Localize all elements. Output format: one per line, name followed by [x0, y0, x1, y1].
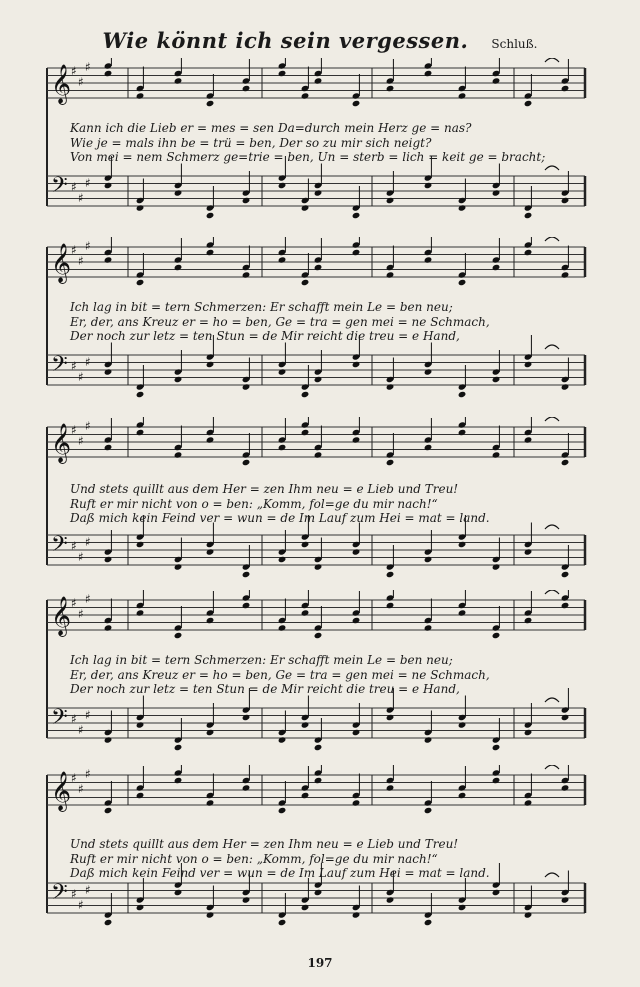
fermata-icon	[545, 590, 559, 594]
note-head	[242, 197, 251, 204]
note-head	[301, 92, 310, 99]
note-head	[104, 182, 113, 189]
note-head	[174, 376, 183, 383]
fermata-icon	[545, 417, 559, 421]
note-head	[386, 896, 395, 903]
note-head	[242, 571, 251, 578]
sharp-icon: ♯	[85, 419, 91, 433]
bass-clef-icon: 𝄢	[51, 532, 68, 562]
note-head	[492, 451, 501, 458]
note-head	[458, 904, 467, 911]
fermata-icon	[545, 698, 559, 702]
note-head	[386, 271, 395, 278]
note-head	[206, 911, 215, 918]
sharp-icon: ♯	[78, 370, 84, 384]
fermata-icon	[545, 525, 559, 529]
fermata-icon	[545, 765, 559, 769]
bass-clef-icon: 𝄢	[51, 173, 68, 203]
fermata-icon	[545, 58, 559, 62]
sharp-icon: ♯	[71, 180, 77, 194]
sharp-icon: ♯	[78, 898, 84, 912]
sharp-icon: ♯	[85, 535, 91, 549]
note-head	[301, 904, 310, 911]
note-head	[458, 279, 467, 286]
lyrics-system-1	[70, 121, 590, 165]
lyric-line: Er, der, ans Kreuz er = ho = ben, Ge = tra = gen mei = ne Schmach,	[70, 667, 490, 682]
lyric-line: Ich lag in bit = tern Schmerzen: Er schafft mein Le = ben neu;	[70, 653, 453, 667]
note-head	[301, 429, 310, 436]
note-head	[174, 889, 183, 896]
note-head	[136, 204, 145, 211]
note-head	[352, 100, 361, 107]
sharp-icon: ♯	[71, 771, 77, 785]
note-head	[301, 721, 310, 728]
note-head	[314, 451, 323, 458]
note-head	[174, 632, 183, 639]
hymn-subtitle: Schluß.	[491, 37, 538, 51]
note-head	[352, 911, 361, 918]
note-head	[524, 729, 533, 736]
note-head	[242, 271, 251, 278]
note-head	[352, 361, 361, 368]
note-head	[174, 189, 183, 196]
note-head	[206, 548, 215, 555]
lyrics-system-5	[70, 837, 590, 881]
sharp-icon: ♯	[78, 191, 84, 205]
note-head	[524, 249, 533, 256]
lyric-line: Ruft er mir nicht von o = ben: „Komm, fol=ge du mir nach!“	[70, 851, 438, 866]
sharp-icon: ♯	[78, 782, 84, 796]
lyric-line: Kann ich die Lieb er = mes = sen Da=durch mein Herz ge = nas?	[70, 121, 472, 135]
note-head	[314, 777, 323, 784]
hymn-title-block	[0, 28, 640, 53]
note-head	[278, 444, 287, 451]
note-head	[301, 204, 310, 211]
page-number: 197	[307, 956, 333, 970]
note-head	[424, 556, 433, 563]
note-head	[136, 792, 145, 799]
note-head	[136, 391, 145, 398]
note-head	[386, 602, 395, 609]
note-head	[242, 784, 251, 791]
note-head	[242, 896, 251, 903]
note-head	[136, 721, 145, 728]
note-head	[561, 383, 570, 390]
lyric-line: Er, der, ans Kreuz er = ho = ben, Ge = tra = gen mei = ne Schmach,	[70, 314, 490, 329]
note-head	[524, 100, 533, 107]
note-head	[314, 376, 323, 383]
treble-clef-icon: 𝄞	[51, 423, 72, 463]
note-head	[104, 556, 113, 563]
note-head	[206, 729, 215, 736]
lyric-line: Daß mich kein Feind ver = wun = de Im Lauf zum Hei = mat = land.	[70, 511, 490, 525]
note-head	[104, 624, 113, 631]
note-head	[104, 70, 113, 77]
note-head	[424, 256, 433, 263]
sharp-icon: ♯	[85, 708, 91, 722]
note-head	[104, 368, 113, 375]
note-head	[458, 721, 467, 728]
note-head	[561, 459, 570, 466]
note-head	[458, 92, 467, 99]
note-head	[136, 904, 145, 911]
note-head	[561, 896, 570, 903]
note-head	[206, 100, 215, 107]
note-head	[352, 212, 361, 219]
note-head	[492, 189, 501, 196]
treble-clef-icon: 𝄞	[51, 243, 72, 283]
note-head	[104, 444, 113, 451]
treble-clef-icon: 𝄞	[51, 771, 72, 811]
note-head	[561, 85, 570, 92]
note-head	[174, 744, 183, 751]
note-head	[242, 602, 251, 609]
note-head	[386, 784, 395, 791]
note-head	[104, 736, 113, 743]
note-head	[301, 391, 310, 398]
note-head	[314, 563, 323, 570]
note-head	[174, 563, 183, 570]
note-head	[314, 889, 323, 896]
note-head	[136, 429, 145, 436]
note-head	[386, 85, 395, 92]
treble-clef-icon: 𝄞	[51, 64, 72, 104]
sharp-icon: ♯	[85, 176, 91, 190]
note-head	[424, 736, 433, 743]
note-head	[104, 807, 113, 814]
lyric-line: Ich lag in bit = tern Schmerzen: Er schafft mein Le = ben neu;	[70, 300, 453, 314]
lyrics-system-3	[70, 482, 590, 526]
note-head	[561, 271, 570, 278]
lyrics-system-2	[70, 300, 590, 344]
lyric-line: Wie je = mals ihn be = trü = ben, Der so zu mir sich neigt?	[70, 135, 432, 150]
note-head	[492, 77, 501, 84]
note-head	[492, 376, 501, 383]
note-head	[314, 189, 323, 196]
note-head	[524, 361, 533, 368]
fermata-icon	[545, 345, 559, 349]
note-head	[458, 204, 467, 211]
note-head	[561, 602, 570, 609]
note-head	[458, 609, 467, 616]
lyric-line: Der noch zur letz = ten Stun = de Mir reicht die treu = e Hand,	[70, 329, 460, 343]
note-head	[206, 436, 215, 443]
bass-clef-icon: 𝄢	[51, 880, 68, 910]
note-head	[301, 792, 310, 799]
note-head	[278, 919, 287, 926]
note-head	[424, 444, 433, 451]
note-head	[206, 361, 215, 368]
note-head	[314, 77, 323, 84]
sharp-icon: ♯	[78, 550, 84, 564]
note-head	[278, 368, 287, 375]
note-head	[492, 632, 501, 639]
note-head	[278, 807, 287, 814]
sharp-icon: ♯	[85, 355, 91, 369]
lyrics-system-4	[70, 653, 590, 697]
sharp-icon: ♯	[71, 359, 77, 373]
note-head	[524, 436, 533, 443]
sharp-icon: ♯	[85, 60, 91, 74]
note-head	[458, 429, 467, 436]
note-head	[314, 744, 323, 751]
sharp-icon: ♯	[85, 239, 91, 253]
note-head	[352, 799, 361, 806]
fermata-icon	[545, 237, 559, 241]
sharp-icon: ♯	[78, 254, 84, 268]
note-head	[352, 249, 361, 256]
lyric-line: Und stets quillt aus dem Her = zen Ihm neu = e Lieb und Treu!	[70, 482, 459, 496]
note-head	[424, 807, 433, 814]
note-head	[561, 571, 570, 578]
note-head	[301, 541, 310, 548]
note-head	[242, 383, 251, 390]
sharp-icon: ♯	[78, 723, 84, 737]
note-head	[524, 799, 533, 806]
sharp-icon: ♯	[78, 434, 84, 448]
note-head	[561, 784, 570, 791]
note-head	[278, 182, 287, 189]
note-head	[561, 197, 570, 204]
sharp-icon: ♯	[85, 592, 91, 606]
note-head	[174, 77, 183, 84]
note-head	[242, 459, 251, 466]
note-head	[524, 212, 533, 219]
note-head	[492, 777, 501, 784]
note-head	[206, 212, 215, 219]
note-head	[386, 383, 395, 390]
note-head	[206, 799, 215, 806]
sharp-icon: ♯	[78, 607, 84, 621]
note-head	[386, 571, 395, 578]
note-head	[492, 744, 501, 751]
note-head	[352, 436, 361, 443]
sharp-icon: ♯	[71, 423, 77, 437]
note-head	[104, 919, 113, 926]
note-head	[524, 548, 533, 555]
sharp-icon: ♯	[71, 596, 77, 610]
note-head	[278, 556, 287, 563]
hymn-title: Wie könnt ich sein vergessen.	[102, 28, 469, 53]
note-head	[524, 617, 533, 624]
note-head	[136, 279, 145, 286]
note-head	[314, 264, 323, 271]
note-head	[492, 889, 501, 896]
note-head	[386, 459, 395, 466]
note-head	[424, 182, 433, 189]
note-head	[278, 736, 287, 743]
fermata-icon	[545, 166, 559, 170]
note-head	[458, 391, 467, 398]
note-head	[206, 617, 215, 624]
lyric-line: Der noch zur letz = ten Stun = de Mir reicht die treu = e Hand,	[70, 682, 460, 696]
sharp-icon: ♯	[85, 883, 91, 897]
note-head	[301, 609, 310, 616]
note-head	[352, 548, 361, 555]
note-head	[206, 249, 215, 256]
note-head	[174, 777, 183, 784]
note-head	[352, 729, 361, 736]
sharp-icon: ♯	[71, 243, 77, 257]
sharp-icon: ♯	[71, 887, 77, 901]
lyric-line: Von mei = nem Schmerz ge=trie = ben, Un = sterb = lich = keit ge = bracht;	[70, 150, 546, 164]
note-head	[104, 256, 113, 263]
note-head	[386, 714, 395, 721]
lyric-line: Daß mich kein Feind ver = wun = de Im Lauf zum Hei = mat = land.	[70, 866, 490, 880]
note-head	[301, 279, 310, 286]
bass-clef-icon: 𝄢	[51, 352, 68, 382]
note-head	[524, 911, 533, 918]
sharp-icon: ♯	[71, 64, 77, 78]
note-head	[424, 368, 433, 375]
note-head	[314, 632, 323, 639]
note-head	[174, 451, 183, 458]
note-head	[492, 563, 501, 570]
note-head	[424, 919, 433, 926]
note-head	[242, 714, 251, 721]
note-head	[278, 70, 287, 77]
note-head	[424, 624, 433, 631]
lyric-line: Und stets quillt aus dem Her = zen Ihm neu = e Lieb und Treu!	[70, 837, 459, 851]
note-head	[278, 624, 287, 631]
note-head	[458, 792, 467, 799]
note-head	[174, 264, 183, 271]
note-head	[458, 541, 467, 548]
note-head	[136, 92, 145, 99]
note-head	[136, 609, 145, 616]
sharp-icon: ♯	[71, 712, 77, 726]
sharp-icon: ♯	[78, 75, 84, 89]
note-head	[561, 714, 570, 721]
sharp-icon: ♯	[71, 539, 77, 553]
note-head	[242, 85, 251, 92]
sharp-icon: ♯	[85, 767, 91, 781]
note-head	[136, 541, 145, 548]
note-head	[386, 197, 395, 204]
note-head	[278, 256, 287, 263]
treble-clef-icon: 𝄞	[51, 596, 72, 636]
note-head	[492, 264, 501, 271]
note-head	[424, 70, 433, 77]
note-head	[352, 617, 361, 624]
bass-clef-icon: 𝄢	[51, 705, 68, 735]
lyric-line: Ruft er mir nicht von o = ben: „Komm, fol=ge du mir nach!“	[70, 496, 438, 511]
